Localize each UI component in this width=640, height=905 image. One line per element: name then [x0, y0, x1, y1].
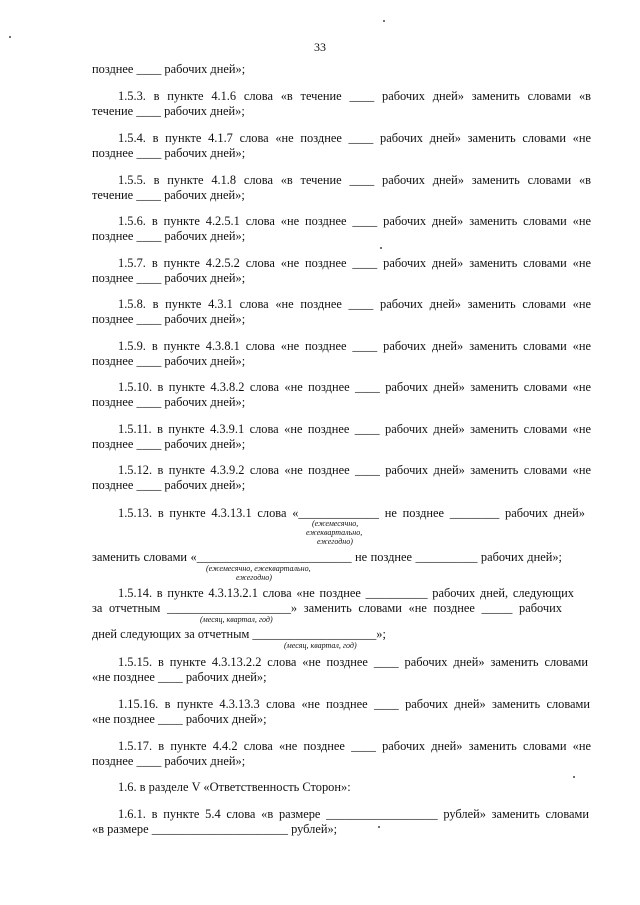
text-line: позднее ____ рабочих дней»;	[92, 229, 246, 243]
text-line: позднее ____ рабочих дней»;	[92, 478, 246, 492]
text-line: 1.5.17. в пункте 4.4.2 слова «не позднее ____ рабочих дней» заменить словами «не	[118, 739, 591, 753]
text-line: заменить словами «_________________________ не позднее __________ рабочих дней»;	[92, 550, 562, 564]
text-line: 1.5.3. в пункте 4.1.6 слова «в течение ____ рабочих дней» заменить словами «в	[118, 89, 591, 103]
text-line: 1.5.14. в пункте 4.3.13.2.1 слова «не позднее __________ рабочих дней, следующих	[118, 586, 574, 600]
text-line: 1.5.11. в пункте 4.3.9.1 слова «не позднее ____ рабочих дней» заменить словами «не	[118, 422, 591, 436]
section-heading: 1.6. в разделе V «Ответственность Сторон»:	[118, 780, 351, 794]
text-line: 1.15.16. в пункте 4.3.13.3 слова «не позднее ____ рабочих дней» заменить словами	[118, 697, 590, 711]
text-line: 1.5.6. в пункте 4.2.5.1 слова «не позднее ____ рабочих дней» заменить словами «не	[118, 214, 591, 228]
text-line: 1.5.5. в пункте 4.1.8 слова «в течение ____ рабочих дней» заменить словами «в	[118, 173, 591, 187]
text-line: 1.6.1. в пункте 5.4 слова «в размере __________________ рублей» заменить словами	[118, 807, 589, 821]
hint-caption: ежеквартально,	[306, 528, 363, 537]
text-line: позднее ____ рабочих дней»;	[92, 437, 246, 451]
scan-speck	[378, 826, 380, 828]
text-line: «не позднее ____ рабочих дней»;	[92, 670, 267, 684]
scan-speck	[9, 36, 11, 38]
text-line: 1.5.15. в пункте 4.3.13.2.2 слова «не позднее ____ рабочих дней» заменить словами	[118, 655, 588, 669]
text-line: 1.5.9. в пункте 4.3.8.1 слова «не позднее ____ рабочих дней» заменить словами «не	[118, 339, 591, 353]
text-line: 1.5.10. в пункте 4.3.8.2 слова «не позднее ____ рабочих дней» заменить словами «не	[118, 380, 591, 394]
text-line: течение ____ рабочих дней»;	[92, 104, 245, 118]
scan-speck	[573, 776, 575, 778]
scan-speck	[383, 20, 385, 22]
hint-caption: (месяц, квартал, год)	[284, 641, 357, 650]
hint-caption: ежегодно)	[317, 537, 353, 546]
text-line: позднее ____ рабочих дней»;	[92, 271, 246, 285]
text-line: позднее ____ рабочих дней»;	[92, 312, 246, 326]
text-line: 1.5.8. в пункте 4.3.1 слова «не позднее ____ рабочих дней» заменить словами «не	[118, 297, 591, 311]
text-line: дней следующих за отчетным ____________________»;	[92, 627, 386, 641]
hint-caption: (ежемесячно, ежеквартально,	[206, 564, 311, 573]
text-line: позднее ____ рабочих дней»;	[92, 754, 246, 768]
hint-caption: (месяц, квартал, год)	[200, 615, 273, 624]
text-line: 1.5.13. в пункте 4.3.13.1 слова «_____________ не позднее ________ рабочих дней»	[118, 506, 585, 520]
text-line: позднее ____ рабочих дней»;	[92, 354, 246, 368]
text-line: позднее ____ рабочих дней»;	[92, 146, 246, 160]
scan-speck	[380, 247, 382, 249]
text-line: позднее ____ рабочих дней»;	[92, 395, 246, 409]
text-line: течение ____ рабочих дней»;	[92, 188, 245, 202]
text-line: 1.5.4. в пункте 4.1.7 слова «не позднее ____ рабочих дней» заменить словами «не	[118, 131, 591, 145]
text-line: 1.5.7. в пункте 4.2.5.2 слова «не позднее ____ рабочих дней» заменить словами «не	[118, 256, 591, 270]
hint-caption: ежегодно)	[236, 573, 272, 582]
hint-caption: (ежемесячно,	[312, 519, 359, 528]
text-line: за отчетным ____________________» заменить словами «не позднее _____ рабочих	[92, 601, 562, 615]
text-line: «не позднее ____ рабочих дней»;	[92, 712, 267, 726]
page-number: 33	[314, 40, 326, 54]
text-line: 1.5.12. в пункте 4.3.9.2 слова «не позднее ____ рабочих дней» заменить словами «не	[118, 463, 591, 477]
text-line: «в размере ______________________ рублей»;	[92, 822, 338, 836]
text-line: позднее ____ рабочих дней»;	[92, 62, 246, 76]
